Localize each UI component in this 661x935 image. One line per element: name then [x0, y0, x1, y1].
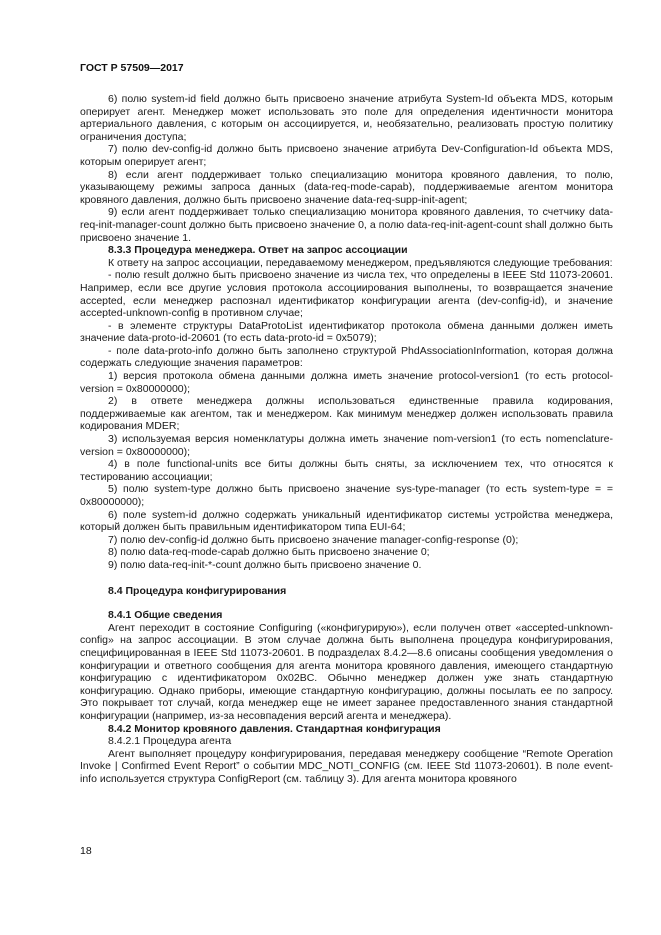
paragraph: Агент переходит в состояние Configuring («конфигурирую»), если получен ответ «accepted-unknown-config» на запрос ассоциации. В этом случае должна быть выполнена процедура конфигурирования, специфицированная в IEEE Std 11073-20601. В подразделах 8.4.2—8.6 описаны сообщения уведомления о конфигурации и ответного сообщения для агента монитора кровяного давления, имеющего стандартную конфигурацию с идентификатором 0x02BC. Обычно менеджер должен уже знать стандартную конфигурацию. Однако приборы, имеющие стандартную конфигурацию, должны посылать ее по запросу. Это покрывает тот случай, когда менеджер еще не имеет заранее предоставленного знания стандартной конфигурации (например, из-за несовпадения версий агента и менеджера).: [80, 621, 613, 722]
paragraph: - полю result должно быть присвоено значение из числа тех, что определены в IEEE Std 11073-20601. Например, если все другие условия протокола ассоциирования выполнены, то возвращается значение accepted, если менеджер распознал идентификатор конфигурации агента (dev-config-id), и значение accepted-unknown-config в противном случае;: [80, 269, 613, 320]
paragraph: 9) если агент поддерживает только специализацию монитора кровяного давления, то счетчику data-req-init-manager-count должно быть присвоено значение 0, а полю data-req-init-agent-count shall должно быть присвоено значение 1.: [80, 206, 613, 244]
paragraph: - поле data-proto-info должно быть заполнено структурой PhdAssociationInformation, которая должна содержать следующие значения параметров:: [80, 344, 613, 370]
paragraph: 7) полю dev-config-id должно быть присвоено значение manager-config-response (0);: [108, 533, 519, 546]
paragraph: 3) используемая версия номенклатуры должна иметь значение nom-version1 (то есть nomenclature-version = 0x80000000);: [80, 433, 613, 458]
paragraph: 8) если агент поддерживает только специализацию монитора кровяного давления, то полю, указывающему режимы запроса данных (data-req-mode-capab), поддерживаемые агентом монитора кровяного давления, должно быть присвоено значение data-req-supp-init-agent;: [80, 168, 613, 206]
paragraph: 9) полю data-req-init-*-count должно быть присвоено значение 0.: [108, 558, 422, 571]
paragraph: 8) полю data-req-mode-capab должно быть присвоено значение 0;: [108, 546, 430, 559]
section-heading-8-4: 8.4 Процедура конфигурирования: [108, 584, 287, 597]
paragraph: 4) в поле functional-units все биты должны быть сняты, за исключением тех, что относятся к тестированию ассоциации;: [80, 458, 613, 483]
paragraph: 6) поле system-id должно содержать уникальный идентификатор системы устройства менеджера, который должен быть правильным идентификатором типа EUI-64;: [80, 508, 613, 534]
section-heading-8-4-1: 8.4.1 Общие сведения: [108, 609, 223, 622]
document-body: [80, 93, 613, 785]
paragraph: Агент выполняет процедуру конфигурирования, передавая менеджеру сообщение “Remote Operation Invoke | Confirmed Event Report” о событии MDC_NOTI_CONFIG (см. IEEE Std 11073-20601). В поле event-info используется структура ConfigReport (см. таблицу 3). Для агента монитора кровяного: [80, 747, 613, 785]
paragraph: 6) полю system-id field должно быть присвоено значение атрибута System-Id объекта MDS, которым оперирует агент. Менеджер может использовать это поле для определения идентичности монитора артериального давления, с которым он ассоциируется, и, необязательно, реализовать простую политику ограничения доступа;: [80, 93, 613, 143]
page-number: 18: [80, 845, 92, 857]
paragraph: - в элементе структуры DataProtoList идентификатор протокола обмена данными должен иметь значение data-proto-id-20601 (то есть data-proto-id = 0x5079);: [80, 319, 613, 345]
paragraph: 2) в ответе менеджера должны использоваться единственные правила кодирования, поддерживаемые как агентом, так и менеджером. Как минимум менеджер должен использовать правила кодирования MDER;: [80, 395, 613, 433]
paragraph: 5) полю system-type должно быть присвоено значение sys-type-manager (то есть system-type = = 0x80000000);: [80, 483, 613, 508]
paragraph: 7) полю dev-config-id должно быть присвоено значение атрибута Dev-Configuration-Id объекта MDS, которым оперирует агент;: [80, 143, 613, 168]
paragraph: 1) версия протокола обмена данными должна иметь значение protocol-version1 (то есть protocol-version = 0x80000000);: [80, 370, 613, 395]
document-header: ГОСТ Р 57509—2017: [80, 62, 184, 74]
section-heading-8-3-3: 8.3.3 Процедура менеджера. Ответ на запрос ассоциации: [108, 244, 408, 257]
paragraph: К ответу на запрос ассоциации, передаваемому менеджером, предъявляются следующие требования:: [108, 256, 613, 269]
section-heading-8-4-2: 8.4.2 Монитор кровяного давления. Стандартная конфигурация: [108, 722, 441, 735]
paragraph: 8.4.2.1 Процедура агента: [108, 735, 232, 748]
